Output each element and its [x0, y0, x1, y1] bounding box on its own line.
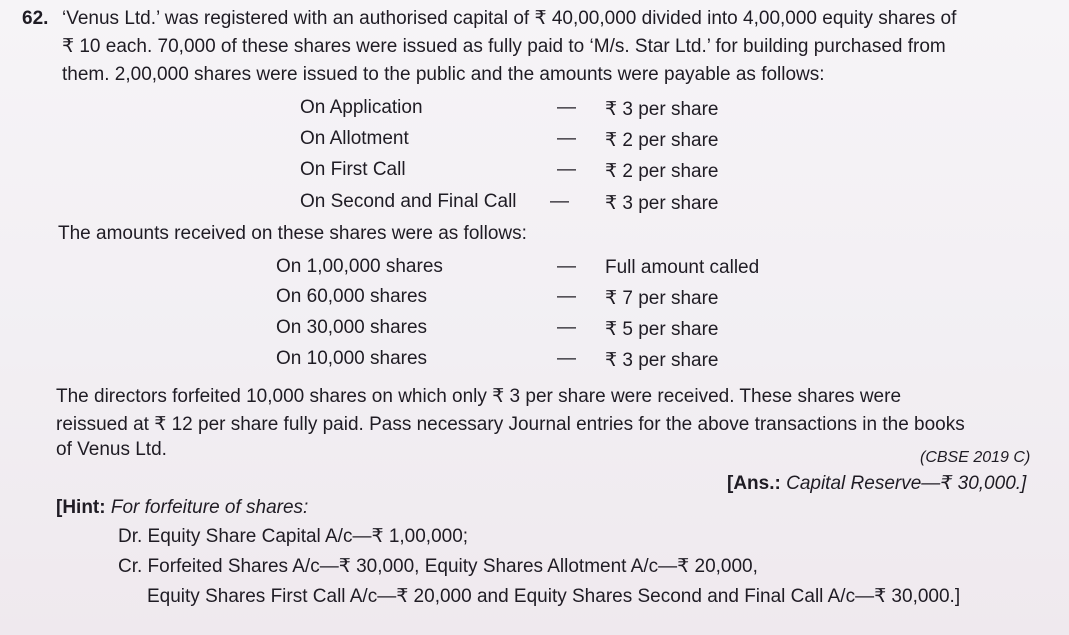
payable-dash: — [557, 159, 576, 180]
payable-dash: — [557, 97, 576, 118]
payable-amount: ₹ 2 per share [605, 130, 719, 151]
forfeit-line-1: The directors forfeited 10,000 shares on which only ₹ 3 per share were received. These shares were [56, 386, 902, 407]
received-shares: On 1,00,000 shares [276, 256, 443, 277]
received-shares: On 10,000 shares [276, 348, 428, 369]
payable-amount: ₹ 3 per share [605, 193, 719, 214]
question-line-1: ‘Venus Ltd.’ was registered with an authorised capital of ₹ 40,00,000 divided into 4,00,000 equity shares of [62, 8, 957, 29]
forfeit-line-3: of Venus Ltd. [56, 439, 167, 460]
payable-dash: — [550, 191, 569, 212]
hint-line-3: Equity Shares First Call A/c—₹ 20,000 and Equity Shares Second and Final Call A/c—₹ 30,000.] [147, 586, 961, 607]
received-dash: — [557, 286, 576, 307]
received-amount: Full amount called [605, 257, 760, 278]
payable-stage: On Allotment [300, 128, 409, 149]
hint-line-1: Dr. Equity Share Capital A/c—₹ 1,00,000; [118, 526, 469, 547]
payable-stage: On Second and Final Call [300, 191, 517, 212]
answer-text: Capital Reserve—₹ 30,000.] [780, 473, 1027, 494]
received-amount: ₹ 3 per share [605, 350, 719, 371]
hint-title: For forfeiture of shares: [105, 497, 309, 518]
received-dash: — [557, 348, 576, 369]
received-dash: — [557, 317, 576, 338]
received-amount: ₹ 5 per share [605, 319, 719, 340]
question-line-2: ₹ 10 each. 70,000 of these shares were issued as fully paid to ‘M/s. Star Ltd.’ for building purchased from [62, 36, 946, 57]
received-shares: On 30,000 shares [276, 317, 428, 338]
payable-dash: — [557, 128, 576, 149]
received-shares: On 60,000 shares [276, 286, 428, 307]
forfeit-line-2: reissued at ₹ 12 per share fully paid. Pass necessary Journal entries for the above transactions in the books [56, 414, 965, 435]
received-dash: — [557, 256, 576, 277]
payable-stage: On Application [300, 97, 423, 118]
received-intro: The amounts received on these shares were as follows: [58, 223, 527, 244]
received-amount: ₹ 7 per share [605, 288, 719, 309]
question-line-3: them. 2,00,000 shares were issued to the public and the amounts were payable as follows: [62, 64, 825, 85]
answer-label: [Ans.: [727, 473, 781, 494]
payable-stage: On First Call [300, 159, 406, 180]
answer [727, 472, 1026, 496]
source-citation: (CBSE 2019 C) [920, 449, 1031, 466]
question-number: 62. [22, 8, 49, 29]
payable-amount: ₹ 3 per share [605, 99, 719, 120]
payable-amount: ₹ 2 per share [605, 161, 719, 182]
hint-label: [Hint: [56, 497, 106, 518]
hint-heading [56, 496, 308, 520]
hint-line-2: Cr. Forfeited Shares A/c—₹ 30,000, Equity Shares Allotment A/c—₹ 20,000, [118, 556, 758, 577]
